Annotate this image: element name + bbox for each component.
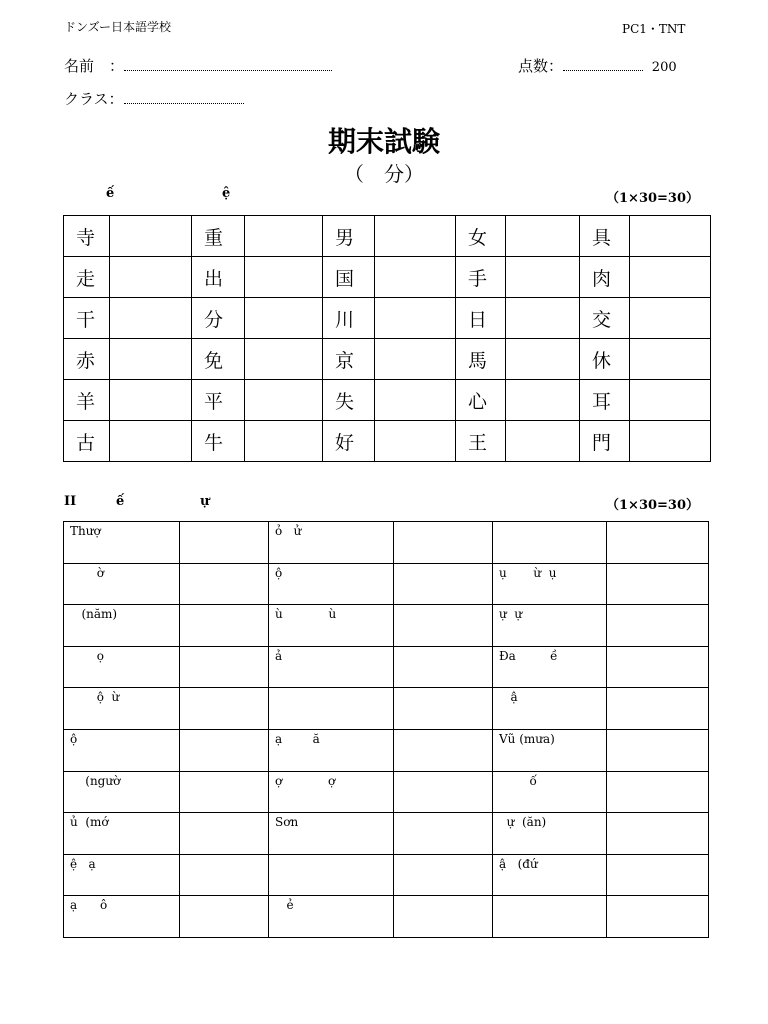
vocab-table	[63, 521, 709, 938]
vocab-answer-cell[interactable]	[394, 563, 493, 605]
vocab-answer-cell[interactable]	[607, 522, 709, 564]
kanji-answer-cell[interactable]	[630, 380, 711, 421]
vocab-answer-cell[interactable]	[394, 896, 493, 938]
kanji-cell: 出	[192, 257, 245, 298]
page-subtitle: （ 分）	[344, 162, 424, 186]
kanji-cell: 交	[580, 298, 630, 339]
vocab-answer-cell[interactable]	[607, 896, 709, 938]
vocab-answer-cell[interactable]	[607, 563, 709, 605]
kanji-answer-cell[interactable]	[630, 257, 711, 298]
vocab-answer-cell[interactable]	[607, 813, 709, 855]
kanji-table	[63, 215, 711, 462]
vocab-row	[64, 646, 709, 688]
kanji-cell: 牛	[192, 421, 245, 462]
vocab-answer-cell[interactable]	[180, 563, 269, 605]
kanji-answer-cell[interactable]	[375, 298, 456, 339]
kanji-cell: 具	[580, 216, 630, 257]
kanji-answer-cell[interactable]	[506, 257, 580, 298]
vocab-word-cell: ạ ô	[64, 896, 180, 938]
vocab-answer-cell[interactable]	[607, 729, 709, 771]
kanji-cell: 分	[192, 298, 245, 339]
vocab-answer-cell[interactable]	[394, 522, 493, 564]
vocab-word-cell: ệ ạ	[64, 854, 180, 896]
score-total: 200	[651, 60, 677, 75]
vocab-word-cell: ố	[493, 771, 607, 813]
name-label: 名前 ：	[64, 57, 125, 75]
vocab-row	[64, 522, 709, 564]
section2-numeral: II	[64, 494, 77, 509]
kanji-answer-cell[interactable]	[375, 380, 456, 421]
vocab-word-cell: ù ù	[269, 605, 394, 647]
vocab-answer-cell[interactable]	[180, 605, 269, 647]
vocab-answer-cell[interactable]	[394, 771, 493, 813]
kanji-cell: 干	[64, 298, 110, 339]
vocab-row	[64, 854, 709, 896]
vocab-word-cell: ộ ừ	[64, 688, 180, 730]
kanji-answer-cell[interactable]	[506, 298, 580, 339]
vocab-word-cell	[493, 522, 607, 564]
vocab-answer-cell[interactable]	[180, 854, 269, 896]
vocab-row	[64, 729, 709, 771]
kanji-cell: 日	[456, 298, 506, 339]
kanji-row	[64, 339, 711, 380]
vocab-answer-cell[interactable]	[180, 729, 269, 771]
kanji-cell: 休	[580, 339, 630, 380]
kanji-cell: 寺	[64, 216, 110, 257]
class-label: クラス：	[64, 90, 124, 108]
kanji-cell: 門	[580, 421, 630, 462]
name-field	[64, 55, 332, 76]
vocab-word-cell	[493, 896, 607, 938]
vocab-row	[64, 563, 709, 605]
vocab-answer-cell[interactable]	[607, 605, 709, 647]
kanji-cell: 馬	[456, 339, 506, 380]
vocab-answer-cell[interactable]	[180, 522, 269, 564]
kanji-cell: 赤	[64, 339, 110, 380]
vocab-answer-cell[interactable]	[607, 646, 709, 688]
vocab-row	[64, 896, 709, 938]
kanji-cell: 肉	[580, 257, 630, 298]
vocab-row	[64, 605, 709, 647]
vocab-word-cell: ả	[269, 646, 394, 688]
section1-points: （1×30=30）	[606, 191, 700, 206]
kanji-cell: 失	[323, 380, 375, 421]
vocab-row	[64, 813, 709, 855]
kanji-cell: 京	[323, 339, 375, 380]
class-code: PC1・TNT	[622, 22, 686, 36]
vocab-word-cell: ộ	[269, 563, 394, 605]
kanji-row	[64, 421, 711, 462]
kanji-answer-cell[interactable]	[110, 216, 192, 257]
section2-heading-b: ự	[200, 494, 210, 509]
vocab-answer-cell[interactable]	[180, 688, 269, 730]
kanji-answer-cell[interactable]	[506, 380, 580, 421]
kanji-row	[64, 216, 711, 257]
vocab-answer-cell[interactable]	[394, 688, 493, 730]
kanji-answer-cell[interactable]	[630, 339, 711, 380]
vocab-answer-cell[interactable]	[180, 896, 269, 938]
vocab-word-cell: ộ	[64, 729, 180, 771]
vocab-answer-cell[interactable]	[607, 771, 709, 813]
kanji-answer-cell[interactable]	[630, 421, 711, 462]
section2-heading-a: ế	[116, 494, 125, 509]
score-field	[518, 55, 677, 76]
vocab-word-cell: ủ (mớ	[64, 813, 180, 855]
vocab-answer-cell[interactable]	[180, 813, 269, 855]
kanji-answer-cell[interactable]	[245, 298, 323, 339]
section2-points: （1×30=30）	[606, 498, 700, 513]
kanji-answer-cell[interactable]	[245, 257, 323, 298]
kanji-cell: 手	[456, 257, 506, 298]
kanji-cell: 羊	[64, 380, 110, 421]
kanji-row	[64, 380, 711, 421]
class-blank[interactable]	[124, 92, 244, 104]
page-title: 期末試験	[327, 125, 440, 158]
kanji-cell: 古	[64, 421, 110, 462]
kanji-answer-cell[interactable]	[506, 421, 580, 462]
vocab-word-cell: Sơn	[269, 813, 394, 855]
school-name: ドンズー日本語学校	[64, 20, 172, 34]
vocab-word-cell: ỏ ử	[269, 522, 394, 564]
kanji-cell: 重	[192, 216, 245, 257]
kanji-answer-cell[interactable]	[245, 216, 323, 257]
vocab-word-cell: (năm)	[64, 605, 180, 647]
score-label: 点数：	[518, 57, 564, 75]
kanji-answer-cell[interactable]	[245, 421, 323, 462]
vocab-row	[64, 771, 709, 813]
kanji-cell: 耳	[580, 380, 630, 421]
vocab-word-cell: Vũ (mưa)	[493, 729, 607, 771]
kanji-answer-cell[interactable]	[630, 298, 711, 339]
vocab-word-cell: ờ	[64, 563, 180, 605]
vocab-answer-cell[interactable]	[180, 646, 269, 688]
kanji-cell: 国	[323, 257, 375, 298]
vocab-answer-cell[interactable]	[180, 771, 269, 813]
kanji-answer-cell[interactable]	[110, 298, 192, 339]
kanji-answer-cell[interactable]	[110, 421, 192, 462]
vocab-answer-cell[interactable]	[394, 813, 493, 855]
kanji-answer-cell[interactable]	[375, 216, 456, 257]
vocab-answer-cell[interactable]	[394, 605, 493, 647]
vocab-word-cell: ự ự	[493, 605, 607, 647]
kanji-cell: 走	[64, 257, 110, 298]
vocab-word-cell: ợ ợ	[269, 771, 394, 813]
vocab-word-cell: ạ ă	[269, 729, 394, 771]
kanji-answer-cell[interactable]	[245, 380, 323, 421]
kanji-cell: 男	[323, 216, 375, 257]
kanji-answer-cell[interactable]	[110, 339, 192, 380]
kanji-cell: 女	[456, 216, 506, 257]
kanji-answer-cell[interactable]	[375, 421, 456, 462]
vocab-word-cell: ự (ăn)	[493, 813, 607, 855]
kanji-row	[64, 298, 711, 339]
vocab-word-cell: ọ	[64, 646, 180, 688]
kanji-answer-cell[interactable]	[110, 257, 192, 298]
vocab-answer-cell[interactable]	[394, 646, 493, 688]
name-blank[interactable]	[124, 59, 332, 71]
vocab-answer-cell[interactable]	[394, 854, 493, 896]
kanji-row	[64, 257, 711, 298]
kanji-cell: 平	[192, 380, 245, 421]
kanji-answer-cell[interactable]	[375, 339, 456, 380]
kanji-answer-cell[interactable]	[245, 339, 323, 380]
vocab-word-cell: Thượ	[64, 522, 180, 564]
kanji-answer-cell[interactable]	[110, 380, 192, 421]
kanji-cell: 王	[456, 421, 506, 462]
vocab-answer-cell[interactable]	[394, 729, 493, 771]
vocab-word-cell: ậ	[493, 688, 607, 730]
class-field	[64, 88, 244, 109]
section1-heading-b: ệ	[222, 186, 231, 201]
vocab-answer-cell[interactable]	[607, 688, 709, 730]
kanji-answer-cell[interactable]	[375, 257, 456, 298]
vocab-row	[64, 688, 709, 730]
vocab-word-cell: ẻ	[269, 896, 394, 938]
score-blank[interactable]	[563, 59, 643, 71]
kanji-answer-cell[interactable]	[630, 216, 711, 257]
vocab-word-cell: ậ (đứ	[493, 854, 607, 896]
vocab-word-cell: (ngườ	[64, 771, 180, 813]
kanji-cell: 好	[323, 421, 375, 462]
kanji-answer-cell[interactable]	[506, 216, 580, 257]
vocab-word-cell	[269, 688, 394, 730]
kanji-cell: 心	[456, 380, 506, 421]
kanji-cell: 免	[192, 339, 245, 380]
kanji-answer-cell[interactable]	[506, 339, 580, 380]
kanji-cell: 川	[323, 298, 375, 339]
vocab-word-cell: Đa ề	[493, 646, 607, 688]
section1-heading-a: ế	[106, 186, 115, 201]
vocab-word-cell: ụ ừ ụ	[493, 563, 607, 605]
vocab-answer-cell[interactable]	[607, 854, 709, 896]
vocab-word-cell	[269, 854, 394, 896]
